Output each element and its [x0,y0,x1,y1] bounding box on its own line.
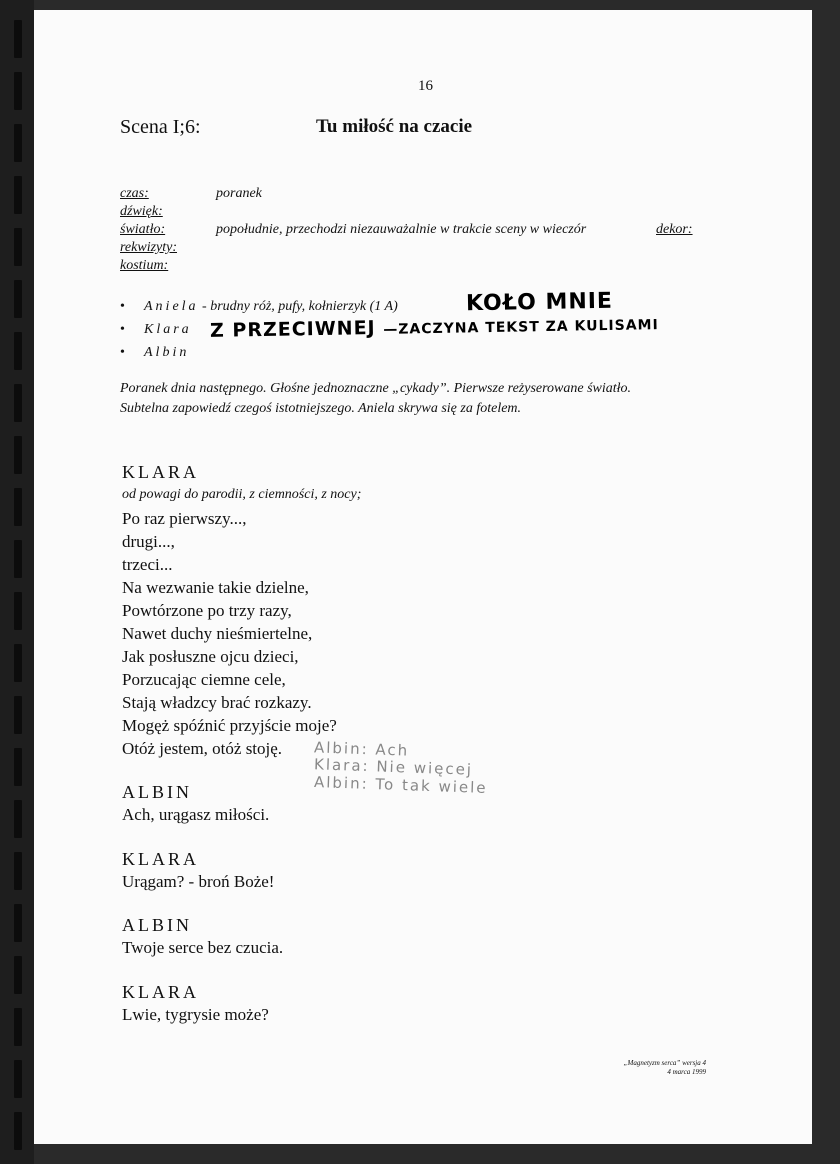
handwritten-note-1: KOŁO MNIE [465,288,614,317]
binding-ring [14,228,22,266]
meta-label-light: światło: [120,222,166,237]
binding-ring [14,124,22,162]
cast-item-albin [144,345,189,361]
dialogue-line: Po raz pierwszy..., [122,509,247,528]
binding-ring [14,852,22,890]
cast-name: Aniela [144,299,199,314]
cast-note: - brudny róż, pufy, kołnierzyk (1 A) [202,299,398,314]
dialogue-line: Urągam? - broń Boże! [122,872,275,891]
binding-ring [14,1112,22,1150]
binding-ring [14,280,22,318]
binding-ring [14,488,22,526]
speaker-name: KLARA [122,982,199,1002]
binding-ring [14,644,22,682]
meta-label-decor: dekor: [656,222,693,237]
speaker-name: KLARA [122,462,199,482]
dialogue-line: Nawet duchy nieśmiertelne, [122,624,313,643]
meta-label-props: rekwizyty: [120,240,178,255]
meta-label-costume: kostium: [120,258,169,273]
dialogue-line: Porzucając ciemne cele, [122,670,286,689]
binding-ring [14,696,22,734]
dialogue-line: Powtórzone po trzy razy, [122,601,292,620]
bullet-icon: • [120,345,125,360]
cast-item-aniela [144,299,398,315]
dialogue-line: Lwie, tygrysie może? [122,1005,269,1024]
scene-title: Tu miłość na czacie [316,116,473,137]
dialogue-line: Jak posłuszne ojcu dzieci, [122,647,299,666]
dialogue-line: Stają władzcy brać rozkazy. [122,693,312,712]
bullet-icon: • [120,322,125,337]
meta-label-sound: dźwięk: [120,204,163,219]
dialogue-line: Mogęż spóźnić przyjście moje? [122,716,337,735]
binding-ring [14,800,22,838]
scene-description-line: Poranek dnia następnego. Głośne jednoznaczne „cykady”. Pierwsze reżyserowane światło. [120,381,632,396]
binding-ring [14,540,22,578]
scene-label: Scena I;6: [120,116,201,138]
meta-value-time: poranek [216,186,262,201]
cast-item-klara [144,322,192,338]
speaker-name: KLARA [122,849,199,869]
speaker-name: ALBIN [122,915,192,935]
dialogue-line: Otóż jestem, otóż stoję. [122,739,283,758]
meta-value-light: popołudnie, przechodzi niezauważalnie w trakcie sceny w wieczór [216,222,587,237]
dialogue-line: trzeci... [122,555,173,574]
pencil-note: Klara: Nie więcej [313,755,474,779]
meta-label-time: czas: [120,186,149,201]
footer-version: „Magnetyzm serca” wersja 4 [623,1059,706,1067]
stage-direction: od powagi do parodii, z ciemności, z nocy; [122,487,362,502]
binding-ring [14,1060,22,1098]
binding-ring [14,748,22,786]
script-page [34,10,812,1144]
handwritten-note-2 [210,312,659,342]
dialogue-line: drugi..., [122,532,175,551]
bullet-icon: • [120,299,125,314]
handwritten-note-2-prefix: Z PRZECIWNEJ [209,317,376,342]
dialogue-line: Ach, urągasz miłości. [122,805,270,824]
binding-ring [14,176,22,214]
footer-date: 4 marca 1999 [667,1068,706,1076]
pencil-note: Albin: Ach [313,738,410,760]
binding-ring [14,956,22,994]
cast-name: Klara [144,322,192,337]
scene-description-line: Subtelna zapowiedź czegoś istotniejszego. Aniela skrywa się za fotelem. [120,401,522,416]
binding-ring [14,72,22,110]
page-number: 16 [418,78,433,94]
handwritten-note-2-rest: —ZACZYNA TEKST ZA KULISAMI [383,317,659,338]
pencil-note: Albin: To tak wiele [313,772,488,798]
binding-ring [14,332,22,370]
binding-ring [14,904,22,942]
cast-name: Albin [144,345,190,360]
binding-ring [14,384,22,422]
dialogue-line: Twoje serce bez czucia. [122,938,284,957]
binding-ring [14,436,22,474]
binding-ring [14,1008,22,1046]
speaker-name: ALBIN [122,782,192,802]
dialogue-line: Na wezwanie takie dzielne, [122,578,309,597]
binding-ring [14,592,22,630]
binding-strip [0,0,34,1164]
binding-ring [14,20,22,58]
